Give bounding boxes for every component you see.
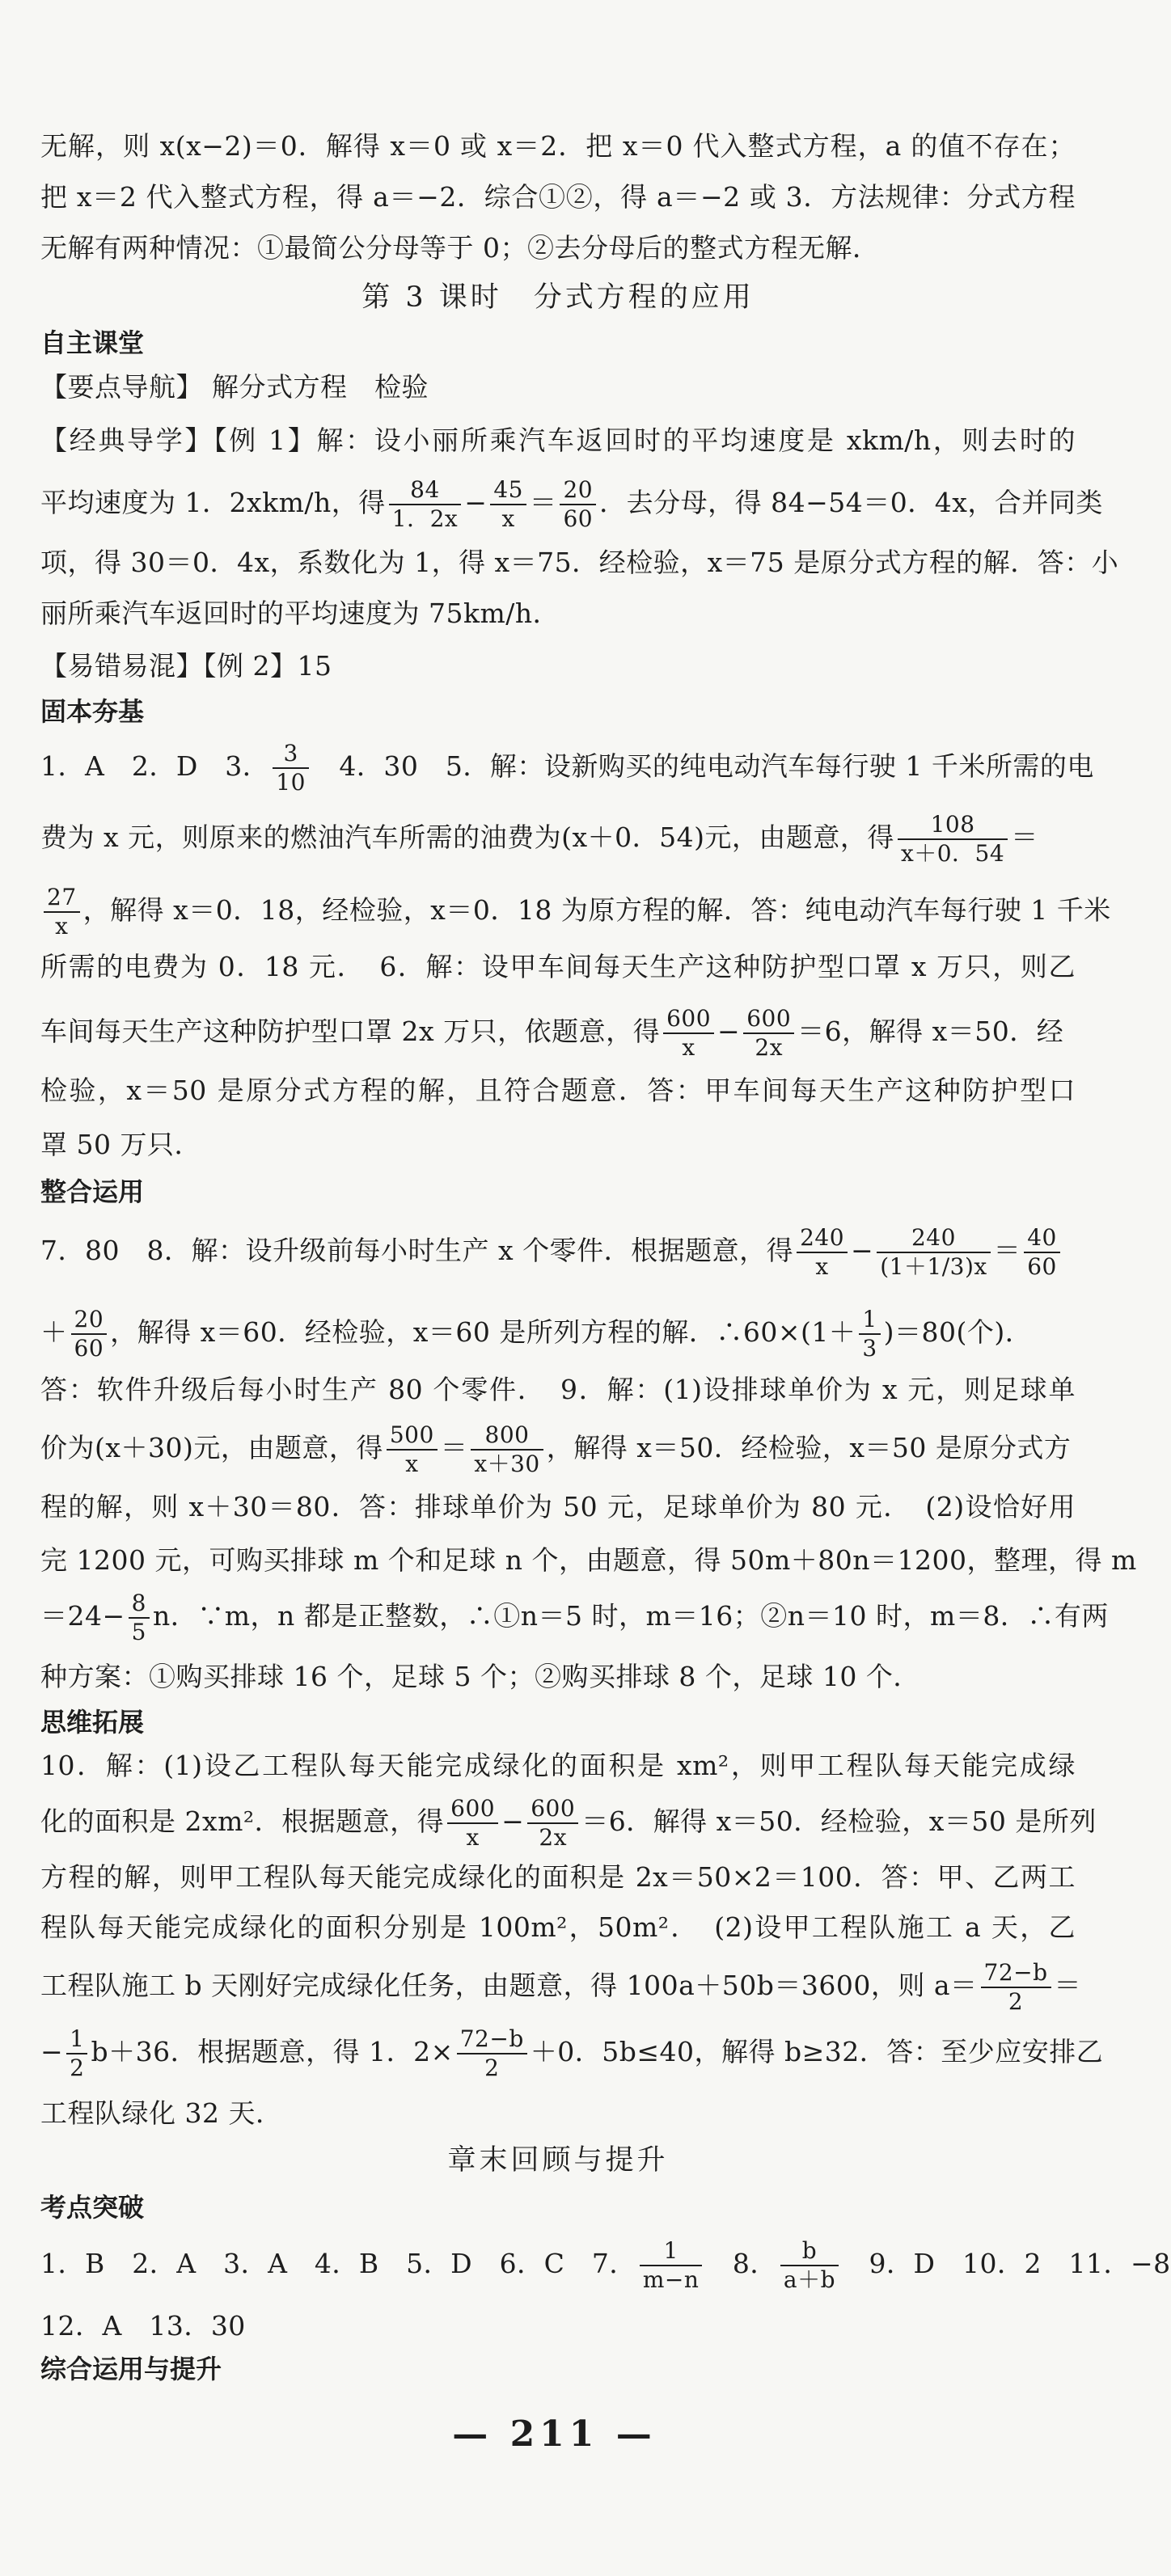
fraction bbox=[663, 1005, 714, 1062]
text-span: 1．B 2．A 3．A 4．B 5．D 6．C 7． bbox=[40, 2248, 636, 2279]
text-span: ＝ bbox=[1054, 1970, 1082, 2001]
text-span: − bbox=[40, 2036, 64, 2067]
section-heading: 考点突破 bbox=[40, 2192, 145, 2223]
text-line-with-fractions bbox=[40, 737, 1094, 796]
text-span: − bbox=[851, 1235, 874, 1266]
text-line: 答：软件升级后每小时生产 80 个零件． 9．解：(1)设排球单价为 x 元，则足球单 bbox=[40, 1374, 1076, 1405]
denominator: 60 bbox=[74, 1335, 104, 1362]
fraction bbox=[560, 476, 596, 533]
denominator: 2x bbox=[755, 1034, 783, 1061]
chapter-title: 章末回顾与提升 bbox=[447, 2144, 669, 2177]
text-span: )＝80(个)． bbox=[883, 1316, 1033, 1348]
text-line: 无解有两种情况：①最简公分母等于 0；②去分母后的整式方程无解． bbox=[40, 232, 880, 264]
text-span: − bbox=[717, 1016, 741, 1047]
text-span: 平均速度为 1．2xkm/h，得 bbox=[40, 487, 386, 518]
text-span: 7．80 8．解：设升级前每小时生产 x 个零件．根据题意，得 bbox=[40, 1235, 794, 1266]
denominator: (1＋1/3)x bbox=[880, 1253, 987, 1280]
numerator: 600 bbox=[447, 1795, 498, 1824]
text-span: 价为(x＋30)元，由题意，得 bbox=[40, 1432, 383, 1463]
numerator: 600 bbox=[663, 1005, 714, 1034]
text-span: 8． bbox=[705, 2248, 777, 2279]
denominator: x＋0．54 bbox=[900, 840, 1005, 867]
numerator: 240 bbox=[797, 1224, 848, 1253]
numerator: 40 bbox=[1024, 1224, 1060, 1253]
fraction bbox=[389, 476, 461, 533]
fraction bbox=[640, 2237, 703, 2294]
denominator: x bbox=[405, 1451, 419, 1477]
text-line: 程队每天能完成绿化的面积分别是 100m²，50m²． (2)设甲工程队施工 a 天，乙 bbox=[40, 1911, 1076, 1943]
text-line-with-fractions bbox=[40, 2232, 1171, 2296]
text-line: 【易错易混】【例 2】15 bbox=[40, 650, 332, 682]
numerator: 600 bbox=[743, 1005, 794, 1034]
text-span: ＝ bbox=[993, 1235, 1021, 1266]
numerator: 27 bbox=[44, 884, 80, 913]
denominator: 2 bbox=[1008, 1988, 1024, 2015]
text-span: 4．30 5．解：设新购买的纯电动汽车每行驶 1 千米所需的电 bbox=[311, 750, 1094, 782]
text-line: 完 1200 元，可购买排球 m 个和足球 n 个，由题意，得 50m＋80n＝1200，整理，得 m bbox=[40, 1544, 1137, 1576]
text-line-with-fractions bbox=[40, 1587, 1109, 1646]
denominator: x bbox=[55, 913, 69, 940]
text-span: ＋ bbox=[40, 1316, 68, 1348]
text-span: 工程队施工 b 天刚好完成绿化任务，由题意，得 100a＋50b＝3600，则 a＝ bbox=[40, 1970, 978, 2001]
text-line: 检验，x＝50 是原分式方程的解，且符合题意．答：甲车间每天生产这种防护型口 bbox=[40, 1075, 1076, 1106]
fraction bbox=[387, 1421, 438, 1478]
denominator: 2 bbox=[70, 2054, 85, 2081]
denominator: 3 bbox=[862, 1335, 877, 1362]
numerator: 8 bbox=[129, 1590, 150, 1619]
text-line: 项，得 30＝0．4x，系数化为 1，得 x＝75．经检验，x＝75 是原分式方程的解．答：小 bbox=[40, 547, 1119, 578]
text-line-with-fractions bbox=[40, 881, 1111, 940]
text-span: ＝ bbox=[440, 1432, 468, 1463]
section-heading: 思维拓展 bbox=[40, 1707, 145, 1738]
section-heading: 综合运用与提升 bbox=[40, 2354, 222, 2384]
text-span: ，解得 x＝60．经检验，x＝60 是所列方程的解．∴60×(1＋ bbox=[110, 1316, 856, 1348]
text-span: b＋36．根据题意，得 1．2× bbox=[91, 2036, 454, 2067]
text-line: 10．解：(1)设乙工程队每天能完成绿化的面积是 xm²，则甲工程队每天能完成绿 bbox=[40, 1750, 1076, 1781]
fraction bbox=[1024, 1224, 1060, 1281]
section-heading: 自主课堂 bbox=[40, 327, 145, 358]
text-span: 9．D 10．2 11．−8 bbox=[842, 2248, 1171, 2279]
numerator: 108 bbox=[898, 811, 1008, 840]
text-line: 丽所乘汽车返回时的平均速度为 75km/h． bbox=[40, 598, 560, 629]
denominator: x bbox=[682, 1034, 695, 1061]
text-line: 罩 50 万只． bbox=[40, 1129, 201, 1160]
text-line-with-fractions bbox=[40, 2023, 1104, 2082]
denominator: m−n bbox=[642, 2266, 700, 2293]
text-line: 所需的电费为 0．18 元． 6．解：设甲车间每天生产这种防护型口罩 x 万只，则乙 bbox=[40, 951, 1076, 982]
text-span: ，解得 x＝50．经检验，x＝50 是原分式方 bbox=[546, 1432, 1072, 1463]
numerator: 1 bbox=[640, 2237, 703, 2266]
text-line: 程的解，则 x＋30＝80．答：排球单价为 50 元，足球单价为 80 元． (2)设恰好用 bbox=[40, 1491, 1076, 1522]
text-line: 无解，则 x(x−2)＝0．解得 x＝0 或 x＝2．把 x＝0 代入整式方程，a 的值不存在； bbox=[40, 130, 1076, 162]
text-span: 费为 x 元，则原来的燃油汽车所需的油费为(x＋0．54)元，由题意，得 bbox=[40, 821, 894, 853]
text-span: ＝6．解得 x＝50．经检验，x＝50 是所列 bbox=[581, 1805, 1097, 1837]
numerator: 500 bbox=[387, 1421, 438, 1451]
text-line-with-fractions bbox=[40, 474, 1103, 533]
text-line-with-fractions bbox=[40, 809, 1076, 868]
numerator: 3 bbox=[273, 740, 309, 769]
numerator: 1 bbox=[859, 1306, 880, 1335]
fraction bbox=[66, 2025, 87, 2082]
text-span: 1．A 2．D 3． bbox=[40, 750, 270, 782]
text-span: ，解得 x＝0．18，经检验，x＝0．18 为原方程的解．答：纯电动汽车每行驶 1 千米 bbox=[82, 894, 1111, 926]
text-span: 化的面积是 2xm²．根据题意，得 bbox=[40, 1805, 445, 1837]
numerator: 800 bbox=[471, 1421, 543, 1451]
fraction bbox=[490, 476, 526, 533]
numerator: b bbox=[780, 2237, 839, 2266]
denominator: x bbox=[466, 1824, 480, 1851]
lesson-title: 第 3 课时 分式方程的应用 bbox=[361, 281, 755, 314]
fraction bbox=[471, 1421, 543, 1478]
fraction bbox=[457, 2025, 527, 2082]
text-span: ＝ bbox=[1011, 821, 1038, 853]
text-span: − bbox=[501, 1805, 525, 1837]
text-span: ．去分母，得 84−54＝0．4x，合并同类 bbox=[599, 487, 1103, 518]
text-line-with-fractions bbox=[40, 1793, 1097, 1852]
fraction bbox=[877, 1224, 991, 1281]
text-span: ＝24− bbox=[40, 1600, 125, 1632]
text-line-with-fractions bbox=[40, 1957, 1082, 2016]
fraction bbox=[743, 1005, 794, 1062]
text-line: 工程队绿化 32 天． bbox=[40, 2097, 283, 2129]
text-span: − bbox=[464, 487, 488, 518]
fraction bbox=[273, 740, 309, 796]
denominator: 2 bbox=[484, 2054, 500, 2081]
numerator: 45 bbox=[490, 476, 526, 505]
text-span: ＋0．5b≤40，解得 b≥32．答：至少应安排乙 bbox=[530, 2036, 1104, 2067]
numerator: 1 bbox=[66, 2025, 87, 2054]
fraction bbox=[129, 1590, 150, 1646]
denominator: 1．2x bbox=[391, 505, 459, 532]
fraction bbox=[447, 1795, 498, 1852]
text-line-with-fractions bbox=[40, 1303, 1076, 1362]
fraction bbox=[44, 884, 80, 940]
text-line: 种方案：①购买排球 16 个，足球 5 个；②购买排球 8 个，足球 10 个． bbox=[40, 1661, 920, 1692]
section-heading: 整合运用 bbox=[40, 1176, 145, 1207]
denominator: 5 bbox=[131, 1619, 146, 1645]
numerator: 72−b bbox=[981, 1959, 1051, 1988]
numerator: 600 bbox=[527, 1795, 578, 1824]
denominator: x＋30 bbox=[474, 1451, 540, 1477]
denominator: 10 bbox=[276, 769, 306, 796]
fraction bbox=[981, 1959, 1051, 2016]
fraction bbox=[71, 1306, 108, 1362]
denominator: x bbox=[501, 505, 515, 532]
text-line-with-fractions bbox=[40, 1419, 1076, 1478]
text-span: ＝6，解得 x＝50．经 bbox=[797, 1016, 1064, 1047]
numerator: 240 bbox=[877, 1224, 991, 1253]
numerator: 72−b bbox=[457, 2025, 527, 2054]
numerator: 84 bbox=[389, 476, 461, 505]
denominator: a＋b bbox=[783, 2266, 836, 2293]
numerator: 20 bbox=[71, 1306, 108, 1335]
fraction bbox=[780, 2237, 839, 2294]
text-span: ＝ bbox=[529, 487, 557, 518]
text-line: 【经典导学】【例 1】解：设小丽所乘汽车返回时的平均速度是 xkm/h，则去时的 bbox=[40, 424, 1076, 456]
text-line-with-fractions bbox=[40, 1218, 1076, 1283]
text-line: 把 x＝2 代入整式方程，得 a＝−2．综合①②，得 a＝−2 或 3．方法规律：分式方程 bbox=[40, 181, 1076, 213]
fraction bbox=[527, 1795, 578, 1852]
page-number: — 211 — bbox=[452, 2413, 657, 2455]
denominator: 2x bbox=[539, 1824, 568, 1851]
numerator: 20 bbox=[560, 476, 596, 505]
fraction bbox=[898, 811, 1008, 868]
text-line: 【要点导航】 解分式方程 检验 bbox=[40, 371, 429, 403]
denominator: 60 bbox=[1027, 1253, 1057, 1280]
text-span: n．∵m，n 都是正整数，∴①n＝5 时，m＝16；②n＝10 时，m＝8．∴有两 bbox=[152, 1600, 1109, 1632]
text-line: 方程的解，则甲工程队每天能完成绿化的面积是 2x＝50×2＝100．答：甲、乙两工 bbox=[40, 1861, 1076, 1893]
fraction bbox=[797, 1224, 848, 1281]
fraction bbox=[859, 1306, 880, 1362]
text-line: 12．A 13．30 bbox=[40, 2310, 246, 2342]
denominator: 60 bbox=[563, 505, 594, 532]
text-line-with-fractions bbox=[40, 1003, 1076, 1062]
denominator: x bbox=[815, 1253, 829, 1280]
text-span: 车间每天生产这种防护型口罩 2x 万只，依题意，得 bbox=[40, 1016, 661, 1047]
section-heading: 固本夯基 bbox=[40, 696, 145, 727]
